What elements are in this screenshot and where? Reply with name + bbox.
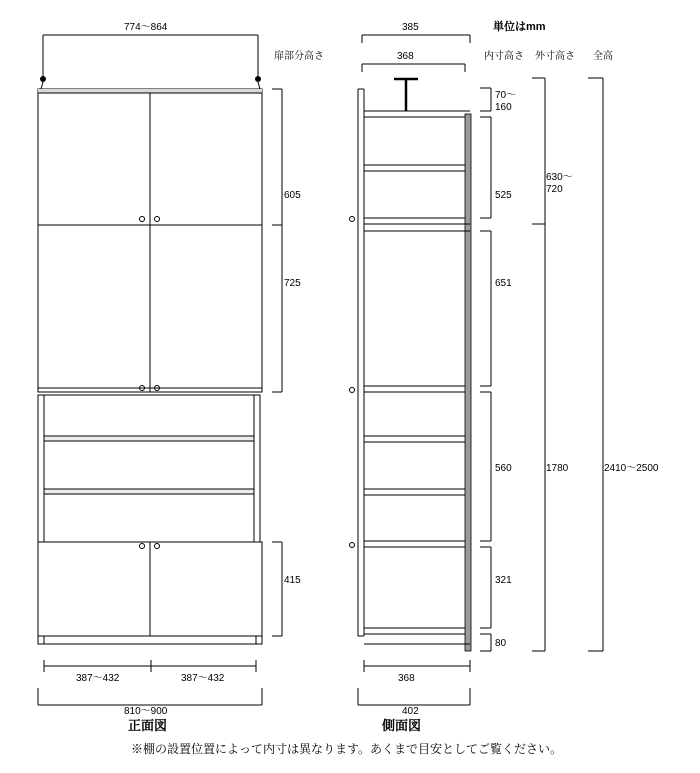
side-outer-height-dimensions [532, 78, 545, 651]
outer-height-lower-label: 1780 [546, 463, 569, 474]
side-bottom-outer-depth-label: 402 [402, 706, 419, 717]
front-bottom-width-dimensions [38, 660, 262, 705]
side-top-depth-label: 385 [402, 22, 419, 33]
tension-pole [394, 79, 418, 111]
front-top-width-label: 774～864 [124, 22, 168, 33]
side-total-height-dimension [588, 78, 603, 651]
half-width-left-label: 387～432 [76, 673, 120, 684]
unit-label: 単位はmm [493, 21, 546, 33]
front-door-height-dimensions [272, 89, 282, 636]
outer-height-header: 外寸高さ [535, 51, 575, 62]
total-height-label: 2410～2500 [604, 463, 659, 474]
side-view-title: 側面図 [382, 718, 422, 733]
outer-height-upper-label: 630～ 720 [546, 172, 573, 195]
door-height-middle-label: 725 [284, 278, 301, 289]
door-height-lower-label: 415 [284, 575, 301, 586]
footnote: ※棚の設置位置によって内寸は異なります。あくまで目安としてご覧ください。 [131, 742, 563, 756]
side-inner-depth-label: 368 [397, 51, 414, 62]
inner-height-base-label: 80 [495, 638, 507, 649]
front-view [38, 35, 282, 705]
side-panel [358, 89, 471, 651]
side-knobs [350, 217, 355, 548]
inner-height-lower-label: 321 [495, 575, 512, 586]
side-inner-height-dimensions [480, 88, 491, 651]
front-top-width-dimension [41, 35, 261, 89]
inner-height-top-label: 70～ 160 [495, 90, 517, 113]
front-total-width-label: 810～900 [124, 706, 168, 717]
front-upper-cabinet [38, 89, 262, 392]
side-bottom-inner-depth-label: 368 [398, 673, 415, 684]
inner-height-upper-label: 525 [495, 190, 512, 201]
half-width-right-label: 387～432 [181, 673, 225, 684]
front-lower-cabinet [38, 542, 262, 644]
front-open-section [38, 395, 260, 542]
inner-height-middle-label: 651 [495, 278, 512, 289]
front-view-title: 正面図 [128, 718, 168, 733]
door-height-header: 扉部分高さ [274, 51, 324, 62]
inner-height-header: 内寸高さ [484, 51, 524, 62]
side-top-depth-dimensions [362, 35, 470, 72]
door-height-upper-label: 605 [284, 190, 301, 201]
side-view [350, 35, 604, 705]
total-height-header: 全高 [593, 51, 613, 62]
inner-height-open-label: 560 [495, 463, 512, 474]
